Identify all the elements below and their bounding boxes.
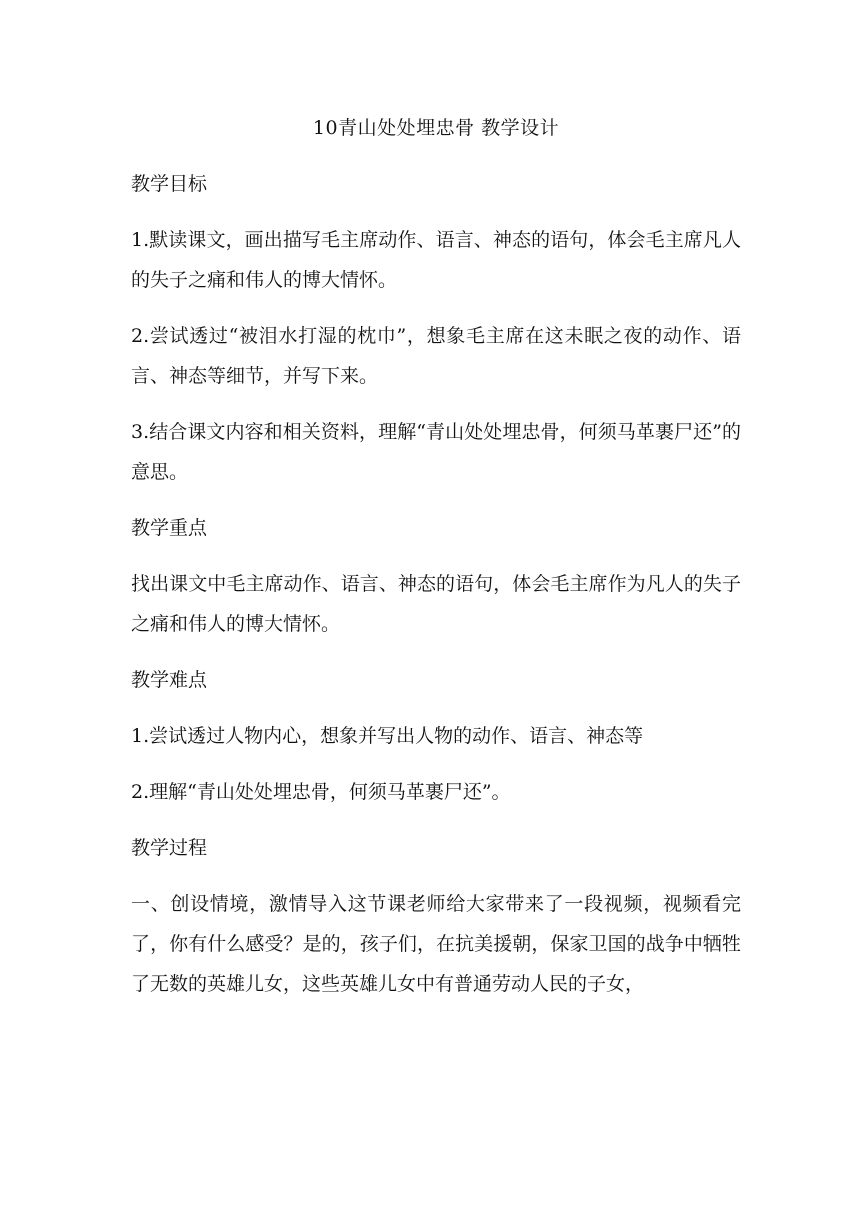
objective-paragraph-3: 3.结合课文内容和相关资料，理解“青山处处埋忠骨，何须马革裹尸还”的意思。 <box>131 421 741 483</box>
difficulty-paragraph-1: 1.尝试透过人物内心，想象并写出人物的动作、语言、神态等 <box>131 725 644 747</box>
key-point-paragraph: 找出课文中毛主席动作、语言、神态的语句，体会毛主席作为凡人的失子之痛和伟人的博大情怀。 <box>131 573 741 635</box>
section-heading-difficulties: 教学难点 <box>131 669 208 691</box>
section-heading-key-points: 教学重点 <box>131 517 208 539</box>
section-heading-process: 教学过程 <box>131 837 208 859</box>
process-paragraph-1: 一、创设情境，激情导入这节课老师给大家带来了一段视频，视频看完了，你有什么感受？是的，孩子们，在抗美援朝，保家卫国的战争中牺牲了无数的英雄儿女，这些英雄儿女中有普通劳动人民的子女， <box>131 893 741 995</box>
objective-paragraph-1: 1.默读课文，画出描写毛主席动作、语言、神态的语句，体会毛主席凡人的失子之痛和伟人的博大情怀。 <box>131 229 741 291</box>
difficulty-paragraph-2: 2.理解“青山处处埋忠骨，何须马革裹尸还”。 <box>131 781 511 803</box>
objective-paragraph-2: 2.尝试透过“被泪水打湿的枕巾”，想象毛主席在这未眠之夜的动作、语言、神态等细节，并写下来。 <box>131 325 741 387</box>
document-title: 10青山处处埋忠骨 教学设计 <box>312 117 560 139</box>
section-heading-objectives: 教学目标 <box>131 173 208 195</box>
document-content <box>131 108 741 1020</box>
